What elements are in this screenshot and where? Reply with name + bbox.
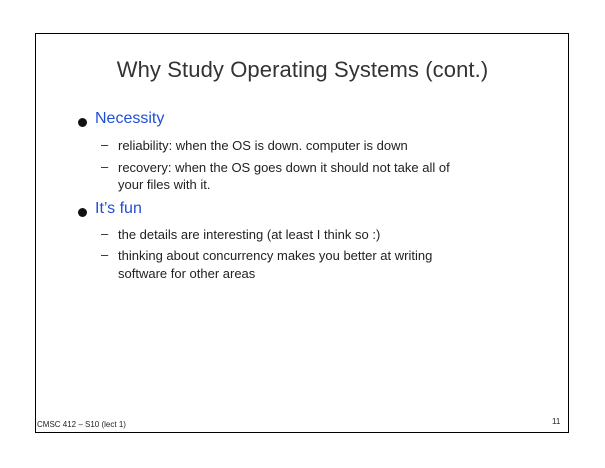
subitem-reliability: reliability: when the OS is down. computer is down xyxy=(118,138,408,153)
bullet-label-its-fun: It’s fun xyxy=(95,200,142,217)
subitem-concurrency-line2: software for other areas xyxy=(118,266,256,281)
subitem-recovery-line1: recovery: when the OS goes down it should not take all of xyxy=(118,160,450,175)
footer-course-label: CMSC 412 – S10 (lect 1) xyxy=(37,420,126,429)
subitem-concurrency-line1: thinking about concurrency makes you better at writing xyxy=(118,248,433,263)
subitem-details: the details are interesting (at least I think so :) xyxy=(118,227,381,242)
bullet-dot xyxy=(78,208,87,217)
bullet-label-necessity: Necessity xyxy=(95,110,165,127)
footer-page-number: 11 xyxy=(552,417,561,426)
subitem-recovery-line2: your files with it. xyxy=(118,177,211,192)
dash-marker: – xyxy=(101,226,109,241)
dash-marker: – xyxy=(101,137,109,152)
dash-marker: – xyxy=(101,159,109,174)
slide-title: Why Study Operating Systems (cont.) xyxy=(116,57,489,82)
bullet-dot xyxy=(78,118,87,127)
dash-marker: – xyxy=(101,247,109,262)
